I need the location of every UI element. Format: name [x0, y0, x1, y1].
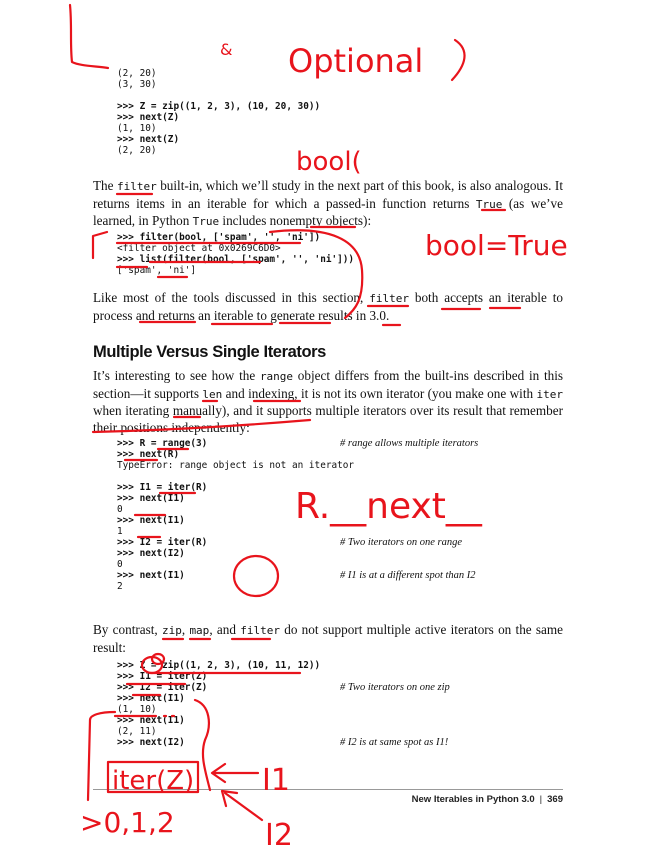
- ink-arrow-i1: [212, 764, 258, 782]
- code-line-bold: >>> I1 = iter(Z): [117, 671, 208, 682]
- code-line: 0: [117, 504, 123, 515]
- code-line: (2, 20): [117, 145, 157, 156]
- code-line: (1, 10): [117, 704, 157, 715]
- code-line-bold: >>> next(R): [117, 449, 180, 460]
- code-line: (2, 20): [117, 68, 157, 79]
- code-line: [117, 737, 449, 748]
- code-line-bold: >>> next(I2): [117, 737, 185, 748]
- code-line-bold: >>> next(Z): [117, 112, 180, 123]
- text-run: object differs from the built-ins described in this section—it supports: [93, 368, 564, 401]
- code-line: [117, 493, 354, 504]
- section-heading: Multiple Versus Single Iterators: [93, 343, 326, 361]
- code-line-bold: >>> next(I1): [117, 493, 185, 504]
- code-line-bold: >>> next(I1): [117, 715, 185, 726]
- paragraph-zip-map-filter: [93, 622, 563, 656]
- ink-bracket-large: [88, 712, 115, 800]
- code-line: [117, 134, 320, 145]
- code-comment: # range allows multiple iterators: [340, 438, 479, 449]
- code-comment: # Two iterators on one range: [340, 537, 463, 548]
- text-run: both accepts an iterable to process and returns an iterable to generate results in 3.0.: [93, 290, 563, 323]
- code-line: [117, 715, 320, 726]
- code-line-bold: >>> next(I1): [117, 693, 185, 704]
- code-line: (3, 30): [117, 79, 157, 90]
- code-line-bold: >>> I1 = iter(R): [117, 482, 208, 493]
- code-line: [117, 449, 354, 460]
- code-line-bold: >>> I2 = iter(R): [117, 537, 208, 548]
- ink-i1: I1: [262, 763, 290, 798]
- code-line: [117, 671, 320, 682]
- code-line-bold: >>> Z = zip((1, 2, 3), (10, 20, 30)): [117, 101, 321, 112]
- inline-code: map: [189, 624, 210, 637]
- ink-optional-tail: [452, 40, 465, 80]
- code-line: [117, 232, 354, 243]
- text-run: It’s interesting to see how the: [93, 368, 260, 383]
- inline-code: True: [192, 215, 220, 228]
- inline-code: filter: [116, 180, 157, 193]
- code-line: [117, 537, 463, 548]
- code-line: [117, 482, 354, 493]
- inline-code: range: [259, 370, 294, 383]
- ink-bracket-mid-left: [93, 232, 107, 258]
- code-line: [117, 254, 354, 265]
- code-line: [117, 660, 320, 671]
- text-run: , and: [209, 622, 241, 637]
- ink-ampersand: &: [220, 40, 233, 59]
- ink-bracket-top-left: [70, 5, 108, 68]
- code-block-2: [117, 232, 354, 276]
- text-run: The: [93, 178, 117, 193]
- ink-bool-true: bool=True: [425, 229, 568, 262]
- code-line-bold: >>> list(filter(bool, ['spam', '', 'ni'])): [117, 254, 355, 265]
- code-line: [117, 570, 476, 581]
- paragraph-range: [93, 368, 563, 436]
- inline-code: filter: [240, 624, 280, 637]
- ink-tuple-note: >0,1,2: [80, 806, 175, 839]
- page-footer: [412, 794, 563, 805]
- code-line-bold: >>> next(I1): [117, 570, 185, 581]
- code-line: TypeError: range object is not an iterator: [117, 460, 355, 471]
- code-line: [117, 90, 320, 101]
- ink-box-iter-z: [108, 762, 198, 792]
- code-comment: # I1 is at a different spot than I2: [340, 570, 476, 581]
- inline-code: len: [202, 387, 223, 401]
- page-number: 369: [547, 794, 563, 805]
- text-run: and indexing, it is not its own iterator (you make one with: [222, 385, 537, 401]
- ink-bool-top: bool(: [296, 147, 362, 177]
- code-line: [117, 548, 354, 559]
- code-line: [117, 112, 320, 123]
- code-line: [117, 471, 354, 482]
- code-line: [117, 693, 320, 704]
- text-run: ,: [181, 622, 190, 637]
- paragraph-filter: [93, 178, 563, 231]
- code-line-bold: >>> next(I1): [117, 515, 185, 526]
- ink-optional: Optional: [288, 42, 424, 80]
- ink-r-next: R.__next__: [295, 486, 482, 527]
- code-line: (2, 11): [117, 726, 157, 737]
- code-line: [117, 101, 320, 112]
- code-line: [117, 438, 479, 449]
- code-comment: # I2 is at same spot as I1!: [340, 737, 449, 748]
- code-line-bold: >>> filter(bool, ['spam', '', 'ni']): [117, 232, 321, 243]
- text-run: Like most of the tools discussed in this section,: [93, 290, 370, 305]
- code-line: <filter object at 0x0269C6D0>: [117, 243, 281, 254]
- code-line: ['spam', 'ni']: [117, 265, 197, 276]
- code-block-3: [117, 438, 479, 592]
- code-block-4: [117, 660, 450, 748]
- text-run: built-in, which we’ll study in the next part of this book, is also analogous. It returns items in an iterable for which a passed-in function returns: [93, 178, 563, 211]
- ink-iter-z: iter(Z): [112, 766, 195, 796]
- code-block-1: [117, 68, 320, 156]
- ink-i2: I2: [265, 818, 293, 853]
- footer-rule: [93, 789, 563, 790]
- inline-code: iter: [536, 387, 563, 401]
- code-line-bold: >>> Z = zip((1, 2, 3), (10, 11, 12)): [117, 660, 321, 671]
- text-run: when iterating manually), and it supports multiple iterators over its result that remember their positions independently:: [93, 403, 563, 435]
- ink-arrow-i2: [222, 791, 262, 820]
- footer-separator: |: [539, 794, 543, 805]
- code-line: 2: [117, 581, 123, 592]
- code-line-bold: >>> next(I2): [117, 548, 185, 559]
- inline-code: zip: [161, 624, 182, 637]
- footer-title: New Iterables in Python 3.0: [411, 794, 535, 805]
- code-comment: # Two iterators on one zip: [340, 682, 450, 693]
- paragraph-filter-iterable: [93, 290, 563, 324]
- text-run: By contrast,: [93, 622, 162, 637]
- code-line-bold: >>> R = range(3): [117, 438, 208, 449]
- code-line: [117, 515, 354, 526]
- text-run: do not support multiple active iterators on the same result:: [93, 622, 564, 655]
- inline-code: True: [475, 197, 503, 211]
- code-line: 0: [117, 559, 123, 570]
- code-line: (1, 10): [117, 123, 157, 134]
- text-run: (as we’ve learned, in Python: [93, 195, 564, 228]
- code-line: 1: [117, 526, 123, 537]
- code-line: [117, 682, 450, 693]
- inline-code: filter: [369, 292, 409, 305]
- code-line-bold: >>> next(Z): [117, 134, 180, 145]
- text-run: includes nonempty objects):: [219, 213, 372, 228]
- code-line-bold: >>> I2 = iter(Z): [117, 682, 208, 693]
